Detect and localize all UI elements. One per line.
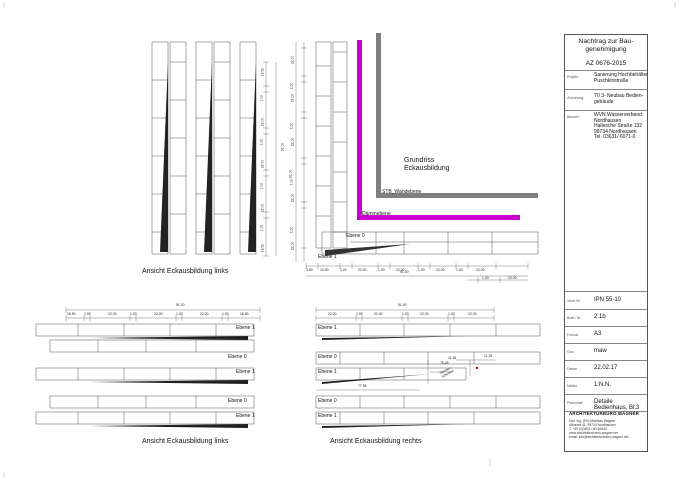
dim-value: 16.50 [240, 312, 249, 316]
ebene1-plan-label: Ebene 1 [318, 254, 337, 260]
dim-value: 22.00 [328, 312, 337, 316]
ebene1-rechts-c: Ebene 1 [318, 413, 337, 419]
dim-value: 1.00 [402, 312, 409, 316]
elevation-links-wedges [90, 336, 248, 428]
dim-value: 22.00 [290, 55, 295, 65]
dim-value: 22.00 [476, 268, 485, 272]
dim-value: 3.50 [306, 268, 313, 272]
rechts-detail-dims [316, 360, 496, 390]
dim-value: 22.00 [358, 268, 367, 272]
tb-zeichnung-key: Zeichnung [567, 96, 584, 100]
dim-value: 22.00 [436, 268, 445, 272]
tb-row-divider [565, 360, 647, 361]
dim-value: 1.00 [259, 94, 264, 102]
dim-value: 1.00 [289, 178, 294, 186]
tb-projekt: Sanierung Hochbehälter Puschkinstraße [594, 72, 648, 84]
tb-firm: ARCHITEKTURBÜRO WAGNER [569, 411, 640, 416]
tb-zeichnung: T0 3- Neubau Bedien- gebäude [594, 93, 644, 105]
dim-value: 22.00 [260, 117, 265, 127]
tb-row-key: Format [567, 333, 579, 337]
dim-value: 22.00 [396, 268, 405, 272]
dim-value: 1.00 [340, 268, 347, 272]
dim-value: 22.00 [260, 203, 265, 213]
ebene1-rechts-b: Ebene 1 [318, 369, 337, 375]
tb-row-value: maw [594, 348, 607, 354]
dim-small-d: 77.55 [358, 384, 367, 388]
dim-value: 1.00 [259, 182, 264, 190]
ebene0-plan-label: Ebene 0 [346, 233, 365, 239]
dim-value: 1.00 [448, 312, 455, 316]
dim-value: 22.00 [374, 312, 383, 316]
tb-divider [565, 70, 647, 71]
dim-value: 1.00 [259, 224, 264, 232]
dim-value: 22.00 [290, 137, 295, 147]
dim-value: 22.00 [154, 312, 163, 316]
tb-row-key: Maßst. [567, 384, 578, 388]
dim-value: 22.00 [290, 241, 295, 251]
tb-row-value: 1:N.N. [594, 382, 612, 388]
dim-value: 1.00 [289, 82, 294, 90]
tb-row-divider [565, 377, 647, 378]
dim-vert-total-a: 91.00 [280, 142, 285, 152]
dim-value: 22.00 [108, 312, 117, 316]
dim-value: 16.50 [67, 312, 76, 316]
dim-value: 1.00 [176, 312, 183, 316]
elevation-rechts-wedges [322, 336, 470, 428]
dim-small-a: 11.26 [448, 356, 457, 360]
dim-small-b: 11.26 [484, 354, 493, 358]
tb-firm-details: Dipl. Ing. (FH) Matthias Wagner Albrecht 41, 99734 Nordhausen T. +49 (0)3631 / 83 69440 www.architekturbuero-wagner.net email: info@architekturbuero-wagner.net [569, 419, 629, 440]
tb-row-key: Datum [567, 367, 578, 371]
tb-bauherr-key: Bauherr [567, 115, 580, 119]
tb-row-value: Detaile Bedienhaus, Bl.3 [594, 399, 640, 411]
tb-divider [565, 89, 647, 90]
dim-chain-vertical-a [263, 62, 276, 256]
daemm-label: Dämmebene [362, 211, 391, 217]
dim-value: 16.50 [260, 243, 265, 253]
tb-row-key: Verm.Nr. [567, 299, 581, 303]
tb-row-divider [565, 309, 647, 310]
ebene1-links-b: Ebene 1 [236, 369, 255, 375]
ebene0-links-a: Ebene 0 [228, 354, 247, 360]
dim-value: 1.00 [259, 138, 264, 146]
tb-row-key: Gez. [567, 350, 575, 354]
tb-row-key: Blatt / Nr. [567, 316, 582, 320]
tb-row-value: IPN 55-10 [594, 297, 622, 303]
dim-chain-links-horizontal [66, 307, 260, 321]
dim-small-c: 78.45 [440, 361, 449, 365]
dim-chain-plan-horizontal [306, 263, 528, 283]
ebene1-links-c: Ebene 1 [236, 413, 255, 419]
dim-value: 22.00 [200, 312, 209, 316]
wasserschenkel-label: Wasser- schenkel [438, 365, 455, 379]
dim-total-rechts: 91.00 [398, 303, 407, 307]
tb-bauherr: WVN Wasserverband Nordhausen Hallesche Straße 132 99734 Nordhausen Tel. 03631/ 6071-0 [594, 112, 643, 141]
tb-projekt-key: Projekt [567, 75, 578, 79]
title-heading: Nachtrag zur Bau- genehmigung [578, 38, 634, 53]
ebene1-links-a: Ebene 1 [236, 325, 255, 331]
dim-value: 22.00 [508, 276, 517, 280]
caption-links-top: Ansicht Eckausbildung links [142, 268, 229, 275]
dim-chain-vertical-b [296, 42, 307, 262]
dim-value: 22.00 [420, 312, 429, 316]
grundriss-stb-wall [376, 33, 538, 198]
dim-value: 1.00 [482, 276, 489, 280]
elevation-plan-vertical [316, 42, 538, 254]
stb-label: STB_Wandebene [382, 189, 422, 195]
ebene0-links-b: Ebene 0 [228, 398, 247, 404]
dim-value: 1.00 [378, 268, 385, 272]
title-az: AZ 0676-2015 [585, 60, 627, 67]
tb-row-key: Planinhalt [567, 401, 583, 405]
ebene0-rechts-a: Ebene 0 [318, 354, 337, 360]
tb-row-value: 2.1b [594, 314, 606, 320]
dim-value: 22.00 [290, 193, 295, 203]
elevation-links-shadow-wedges [160, 62, 256, 252]
dim-value: 1.00 [289, 226, 294, 234]
dim-value: 1.00 [222, 312, 229, 316]
dim-value: 22.00 [468, 312, 477, 316]
dim-value: 1.00 [418, 268, 425, 272]
tb-divider [565, 110, 647, 111]
dim-value: 1.00 [84, 312, 91, 316]
tb-row-divider [565, 394, 647, 395]
tb-divider [565, 291, 647, 292]
caption-links-bottom: Ansicht Eckausbildung links [142, 438, 229, 445]
title-block [564, 34, 648, 452]
dim-value: 1.00 [289, 122, 294, 130]
ebene1-rechts-a: Ebene 1 [318, 325, 337, 331]
dim-vert-total-b: 91.00 [288, 169, 293, 179]
dim-total-plan: 91.00 [400, 270, 409, 274]
dim-value: 1.00 [130, 312, 137, 316]
grundriss-label: Grundriss Eckausbildung [404, 157, 450, 172]
tb-row-divider [565, 343, 647, 344]
tb-row-divider [565, 326, 647, 327]
tb-row-value: A3 [594, 331, 602, 337]
ebene0-rechts-b: Ebene 0 [318, 398, 337, 404]
dim-value: 1.00 [356, 312, 363, 316]
tb-row-value: 22.02.17 [594, 365, 618, 371]
dim-value: 1.00 [456, 268, 463, 272]
dim-value: 10.00 [320, 268, 329, 272]
red-marker [476, 367, 478, 369]
dim-value: 22.00 [260, 159, 265, 169]
dim-total-links: 91.00 [176, 303, 185, 307]
caption-rechts: Ansicht Eckausbildung rechts [330, 438, 422, 445]
dim-value: 22.00 [290, 93, 295, 103]
dim-value: 16.50 [260, 67, 265, 77]
